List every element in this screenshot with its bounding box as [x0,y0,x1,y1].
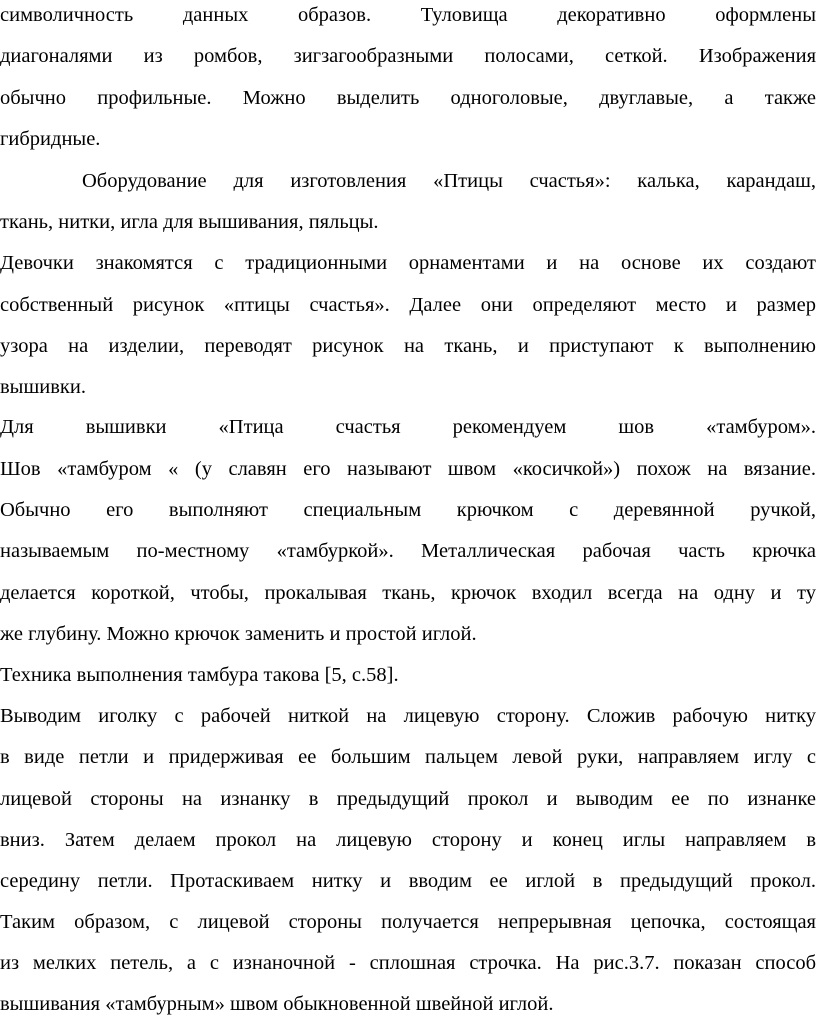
text-line: вышивания «тамбурным» швом обыкновенной швейной иглой. [0,993,554,1015]
text-line: делается короткой, чтобы, прокалывая ткань, крючок входил всегда на одну и ту [0,582,816,604]
text-line: Шов «тамбуром « (у славян его называют швом «косичкой») похож на вязание. [0,458,816,480]
text-line: называемым по-местному «тамбуркой». Металлическая рабочая часть крючка [0,540,816,562]
text-line: из мелких петель, а с изнаночной - сплошная строчка. На рис.3.7. показан способ [0,952,816,974]
text-line: гибридные. [0,128,101,150]
text-line: середину петли. Протаскиваем нитку и вводим ее иглой в предыдущий прокол. [0,870,816,892]
text-line: Девочки знакомятся с традиционными орнаментами и на основе их создают [0,252,816,274]
text-line: в виде петли и придерживая ее большим пальцем левой руки, направляем иглу с [0,746,816,768]
text-line: вышивки. [0,376,86,398]
text-line: же глубину. Можно крючок заменить и простой иглой. [0,623,477,645]
text-line: обычно профильные. Можно выделить одноголовые, двуглавые, а также [0,87,816,109]
text-line: Выводим иголку с рабочей ниткой на лицевую сторону. Сложив рабочую нитку [0,705,816,727]
text-line: ткань, нитки, игла для вышивания, пяльцы. [0,211,379,233]
text-line: Оборудование для изготовления «Птицы счастья»: калька, карандаш, [82,170,816,192]
text-line: Для вышивки «Птица счастья рекомендуем шов «тамбуром». [0,416,816,438]
text-line: Таким образом, с лицевой стороны получается непрерывная цепочка, состоящая [0,911,816,933]
text-line: Обычно его выполняют специальным крючком с деревянной ручкой, [0,499,816,521]
text-line: собственный рисунок «птицы счастья». Далее они определяют место и размер [0,294,816,316]
text-line: Техника выполнения тамбура такова [5, с.58]. [0,664,399,686]
text-line: узора на изделии, переводят рисунок на ткань, и приступают к выполнению [0,335,816,357]
text-line: символичность данных образов. Туловища декоративно оформлены [0,4,816,26]
text-line: диагоналями из ромбов, зигзагообразными полосами, сеткой. Изображения [0,45,816,67]
text-line: вниз. Затем делаем прокол на лицевую сторону и конец иглы направляем в [0,829,816,851]
text-line: лицевой стороны на изнанку в предыдущий прокол и выводим ее по изнанке [0,788,816,810]
